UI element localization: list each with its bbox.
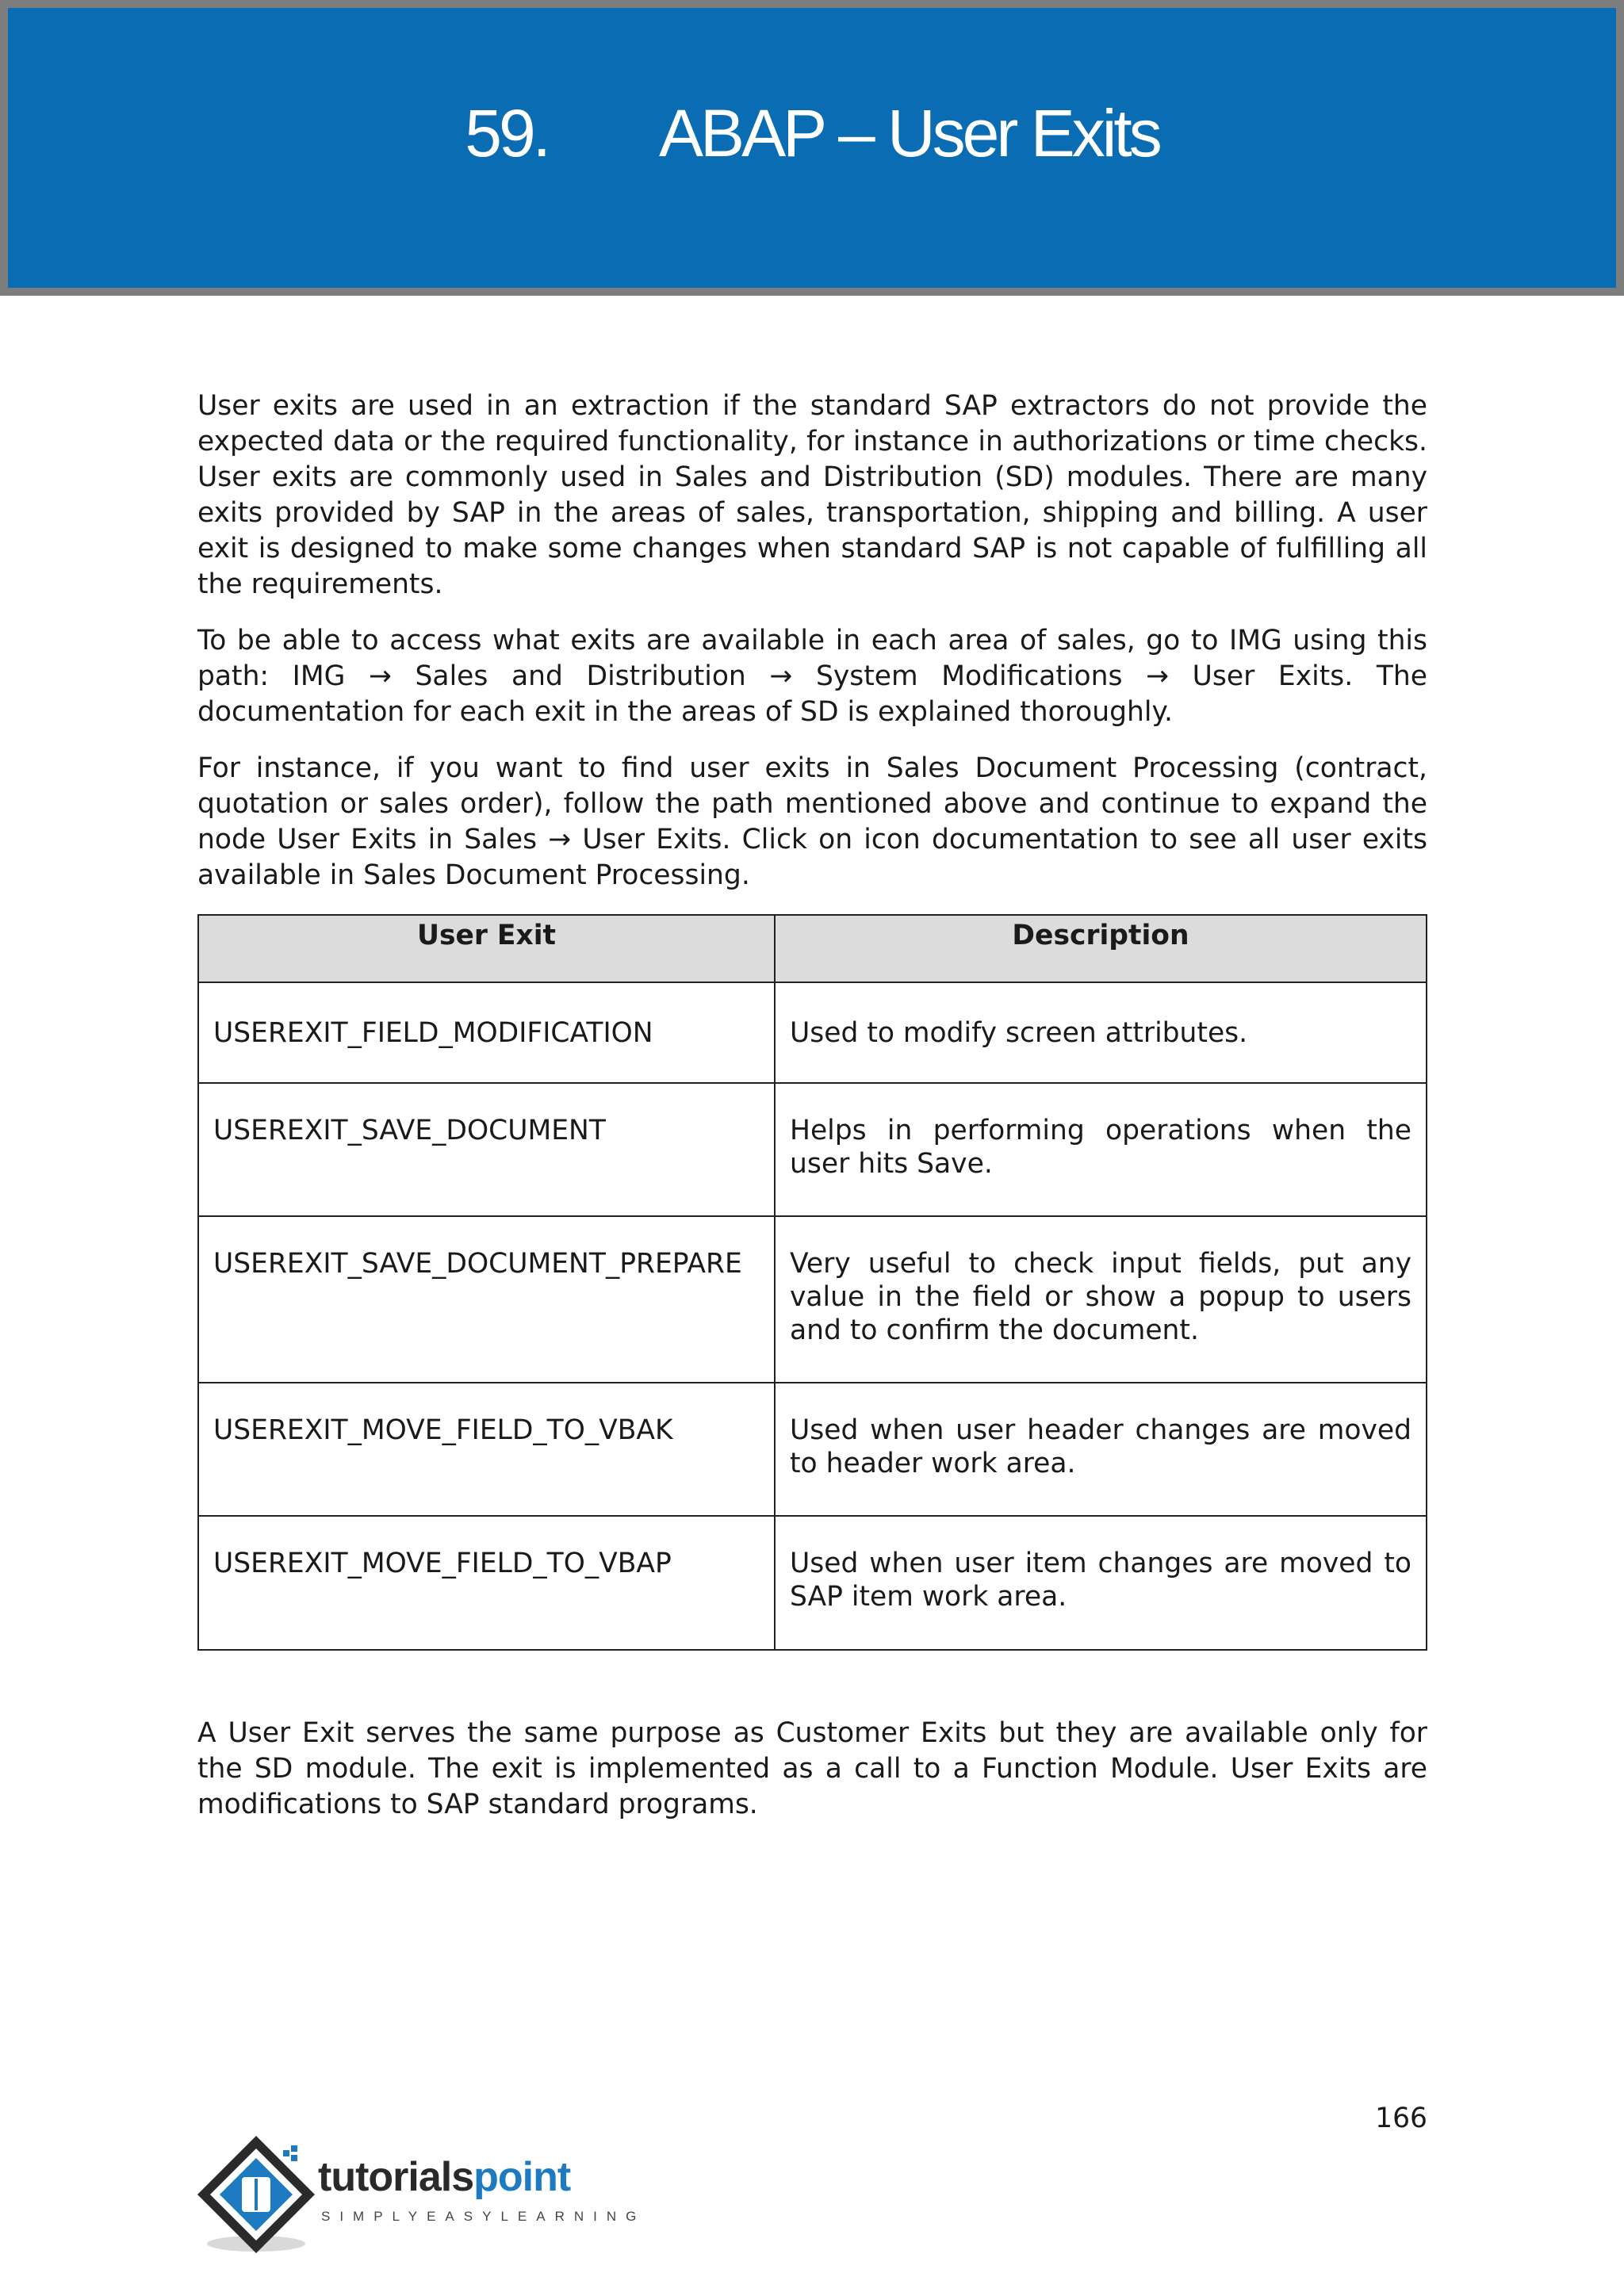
description-cell: Helps in performing operations when the user hits Save.: [775, 1083, 1427, 1216]
description-cell: Very useful to check input fields, put any value in the field or show a popup to users and to confirm the document.: [775, 1216, 1427, 1383]
closing-paragraph: A User Exit serves the same purpose as Customer Exits but they are available only for the SD module. The exit is implemented as a call to a Function Module. User Exits are modifications to SAP standard programs.: [197, 1717, 1427, 1820]
user-exit-cell: USEREXIT_SAVE_DOCUMENT: [198, 1083, 775, 1216]
table-row: [198, 1083, 1427, 1216]
user-exit-cell: USEREXIT_SAVE_DOCUMENT_PREPARE: [198, 1216, 775, 1383]
table-row: [198, 982, 1427, 1083]
description-cell: Used to modify screen attributes.: [775, 982, 1427, 1083]
page-content: [197, 388, 1427, 1843]
chapter-name: ABAP – User Exits: [659, 96, 1159, 170]
header-description: Description: [775, 915, 1427, 982]
access-paragraph: To be able to access what exits are available in each area of sales, go to IMG using this path: IMG → Sales and Distribution → System Modifications → User Exits. The documentation for each exit in the areas of SD is explained thoroughly.: [197, 625, 1427, 728]
tutorialspoint-logo: [194, 2131, 646, 2258]
user-exits-table: [197, 914, 1427, 1651]
table-row: [198, 1216, 1427, 1383]
header-user-exit: User Exit: [198, 915, 775, 982]
chapter-title: [8, 95, 1616, 172]
logo-emblem-icon: [194, 2131, 321, 2258]
user-exit-cell: USEREXIT_FIELD_MODIFICATION: [198, 982, 775, 1083]
description-cell: Used when user header changes are moved to header work area.: [775, 1383, 1427, 1516]
chapter-number: 59.: [465, 96, 549, 170]
description-cell: Used when user item changes are moved to SAP item work area.: [775, 1516, 1427, 1650]
table-row: [198, 1516, 1427, 1650]
chapter-header: [0, 0, 1624, 296]
logo-tagline: SIMPLYEASYLEARNING: [321, 2209, 646, 2224]
logo-wordmark: tutorialspoint: [318, 2154, 571, 2200]
page-number: 166: [1375, 2103, 1427, 2134]
example-paragraph: For instance, if you want to find user exits in Sales Document Processing (contract, quotation or sales order), follow the path mentioned above and continue to expand the node User Exits in Sales → User Exits. Click on icon documentation to see all user exits available in Sales Document Processing.: [197, 752, 1427, 891]
user-exit-cell: USEREXIT_MOVE_FIELD_TO_VBAK: [198, 1383, 775, 1516]
table-header-row: [198, 915, 1427, 982]
intro-paragraph: User exits are used in an extraction if the standard SAP extractors do not provide the expected data or the required functionality, for instance in authorizations or time checks. User exits are commonly used in Sales and Distribution (SD) modules. There are many exits provided by SAP in the areas of sales, transportation, shipping and billing. A user exit is designed to make some changes when standard SAP is not capable of fulfilling all the requirements.: [197, 390, 1427, 600]
user-exit-cell: USEREXIT_MOVE_FIELD_TO_VBAP: [198, 1516, 775, 1650]
table-row: [198, 1383, 1427, 1516]
